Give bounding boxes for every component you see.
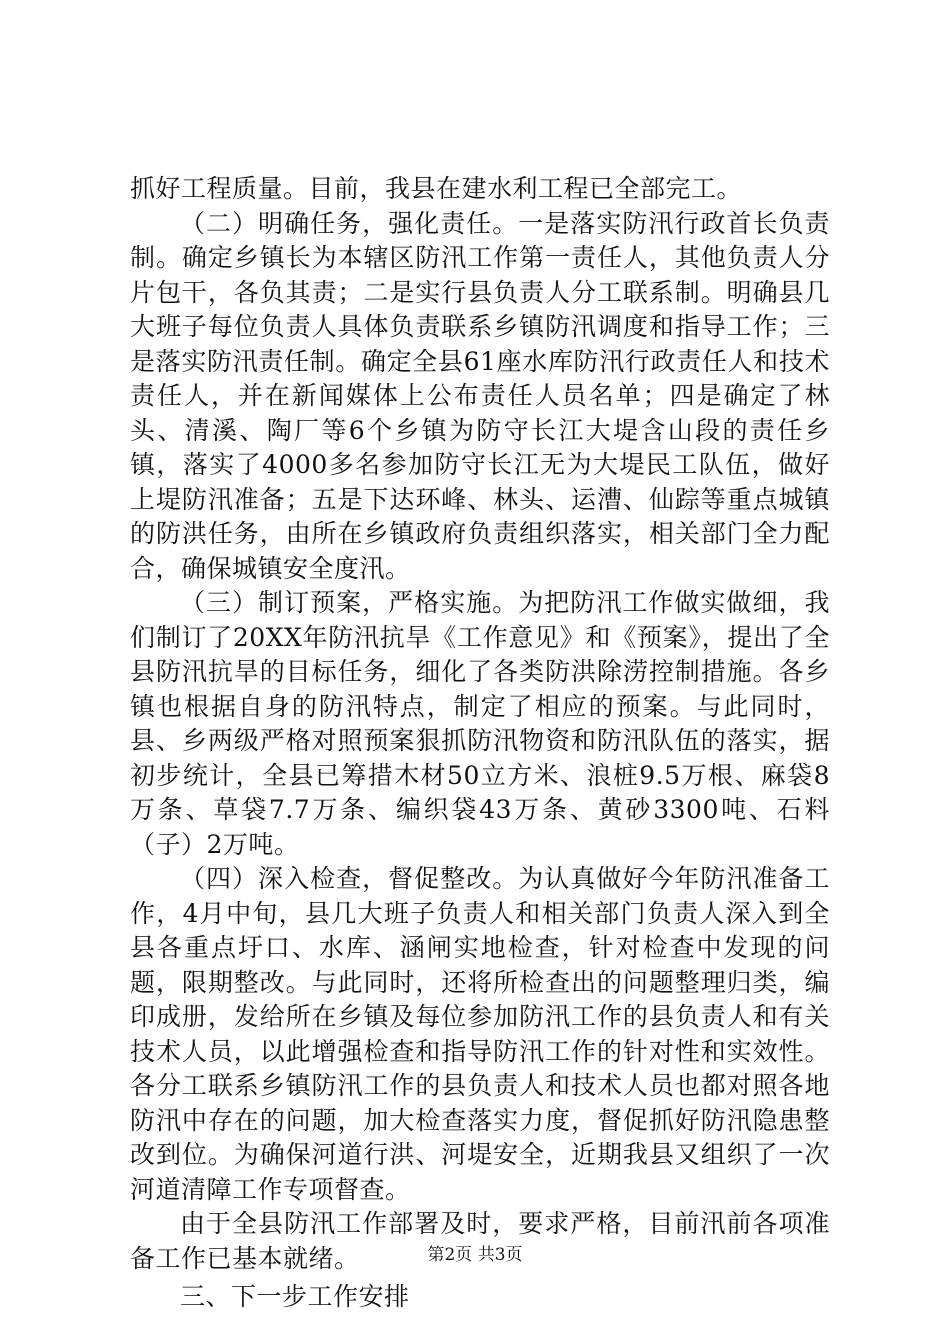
paragraph-section-3: （三）制订预案，严格实施。为把防汛工作做实做细，我们制订了20XX年防汛抗旱《工作意见》和《预案》，提出了全县防汛抗旱的目标任务，细化了各类防洪除涝控制措施。各乡镇也根据自身的防汛特点，制定了相应的预案。与此同时，县、乡两级严格对照预案狠抓防汛物资和防汛队伍的落实，据初步统计，全县已筹措木材50立方米、浪桩9.5万根、麻袋8万条、草袋7.7万条、编织袋43万条、黄砂3300吨、石料（子）2万吨。	[130, 588, 830, 859]
paragraph-section-2: （二）明确任务，强化责任。一是落实防汛行政首长负责制。确定乡镇长为本辖区防汛工作第一责任人，其他负责人分片包干，各负其责；二是实行县负责人分工联系制。明确县几大班子每位负责人具体负责联系乡镇防汛调度和指导工作；三是落实防汛责任制。确定全县61座水库防汛行政责任人和技术责任人，并在新闻媒体上公布责任人员名单；四是确定了林头、清溪、陶厂等6个乡镇为防守长江大堤含山段的责任乡镇，落实了4000多名参加防守长江无为大堤民工队伍，做好上堤防汛准备；五是下达环峰、林头、运漕、仙踪等重点城镇的防洪任务，由所在乡镇政府负责组织落实，相关部门全力配合，确保城镇安全度汛。	[130, 208, 830, 583]
paragraph-section-4: （四）深入检查，督促整改。为认真做好今年防汛准备工作，4月中旬，县几大班子负责人和相关部门负责人深入到全县各重点圩口、水库、涵闸实地检查，针对检查中发现的问题，限期整改。与此同时，还将所检查出的问题整理归类，编印成册，发给所在乡镇及每位参加防汛工作的县负责人和有关技术人员，以此增强检查和指导防汛工作的针对性和实效性。各分工联系乡镇防汛工作的县负责人和技术人员也都对照各地防汛中存在的问题，加大检查落实力度，督促抓好防汛隐患整改到位。为确保河道行洪、河堤安全，近期我县又组织了一次河道清障工作专项督查。	[130, 864, 830, 1204]
paragraph-summary: 由于全县防汛工作部署及时，要求严格，目前汛前各项准备工作已基本就绪。	[130, 1209, 830, 1273]
paragraph-continuation: 抓好工程质量。目前，我县在建水利工程已全部完工。	[130, 174, 743, 203]
section-heading-next-steps: 三、下一步工作安排	[180, 1282, 410, 1311]
page-footer: 第2页 共3页	[427, 1245, 523, 1265]
document-body	[130, 172, 830, 1315]
